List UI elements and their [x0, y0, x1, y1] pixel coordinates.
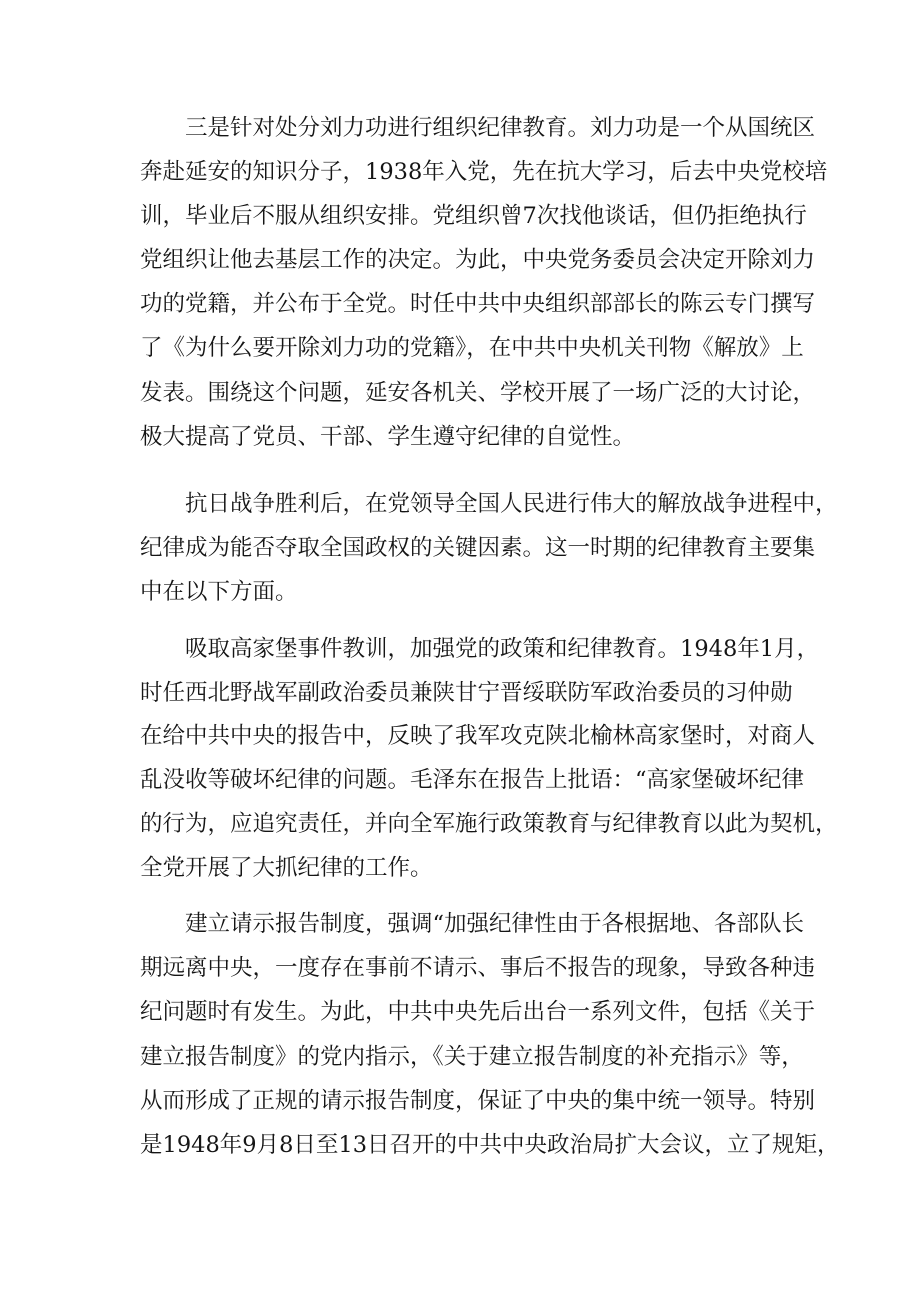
paragraph-line: 全党开展了大抓纪律的工作。	[140, 855, 433, 881]
paragraph-line: 建立请示报告制度，强调“加强纪律性由于各根据地、各部队长	[185, 911, 805, 937]
paragraph-line: 从而形成了正规的请示报告制度，保证了中央的集中统一领导。特别	[140, 1088, 816, 1114]
paragraph-line: 功的党籍，并公布于全党。时任中共中央组织部部长的陈云专门撰写	[140, 291, 816, 317]
paragraph-line: 纪问题时有发生。为此，中共中央先后出台一系列文件，包括《关于	[140, 999, 816, 1025]
paragraph-line: 期远离中央，一度存在事前不请示、事后不报告的现象，导致各种违	[140, 955, 816, 981]
paragraph-line: 建立报告制度》的党内指示，《关于建立报告制度的补充指示》等，	[140, 1044, 804, 1070]
paragraph-line: 发表。围绕这个问题，延安各机关、学校开展了一场广泛的大讨论，	[140, 380, 816, 406]
paragraph-line: 中在以下方面。	[140, 579, 298, 605]
paragraph-line: 极大提高了党员、干部、学生遵守纪律的自觉性。	[140, 424, 636, 450]
paragraph-line: 奔赴延安的知识分子，1938年入党，先在抗大学习，后去中央党校培	[140, 159, 828, 185]
paragraph-line: 时任西北野战军副政治委员兼陕甘宁晋绥联防军政治委员的习仲勋	[140, 680, 793, 706]
paragraph-line: 抗日战争胜利后，在党领导全国人民进行伟大的解放战争进程中，	[185, 491, 838, 517]
paragraph-line: 是1948年9月8日至13日召开的中共中央政治局扩大会议，立了规矩，	[140, 1132, 840, 1158]
paragraph-line: 乱没收等破坏纪律的问题。毛泽东在报告上批语：“高家堡破坏纪律	[140, 767, 805, 793]
paragraph-line: 训，毕业后不服从组织安排。党组织曾7次找他谈话，但仍拒绝执行	[140, 203, 807, 229]
paragraph-line: 吸取高家堡事件教训，加强党的政策和纪律教育。1948年1月，	[185, 636, 820, 662]
paragraph-line: 纪律成为能否夺取全国政权的关键因素。这一时期的纪律教育主要集	[140, 535, 816, 561]
paragraph-line: 三是针对处分刘力功进行组织纪律教育。刘力功是一个从国统区	[185, 115, 816, 141]
paragraph-line: 在给中共中央的报告中，反映了我军攻克陕北榆林高家堡时，对商人	[140, 723, 816, 749]
paragraph-line: 了《为什么要开除刘力功的党籍》，在中共中央机关刊物《解放》上	[140, 335, 804, 361]
paragraph-line: 的行为，应追究责任，并向全军施行政策教育与纪律教育以此为契机，	[140, 811, 838, 837]
paragraph-line: 党组织让他去基层工作的决定。为此，中央党务委员会决定开除刘力	[140, 247, 816, 273]
